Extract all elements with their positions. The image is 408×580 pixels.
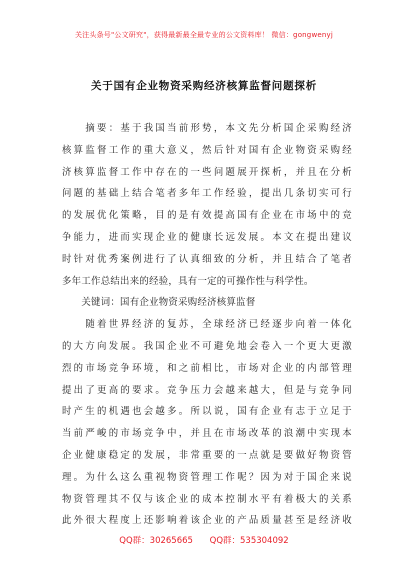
document-title: 关于国有企业物资采购经济核算监督问题探析 bbox=[91, 80, 317, 92]
body-line: 此外很大程度上还影响着该企业的产品质量甚至是经济收 bbox=[62, 515, 352, 527]
body-line: 当前严峻的市场竞争中，并且在市场改革的浪潮中实现本 bbox=[62, 428, 352, 440]
keywords-line: 关键词：国有企业物资采购经济核算监督 bbox=[62, 297, 256, 309]
abstract-line: 时针对优秀案例进行了认真细致的分析，并且结合了笔者 bbox=[62, 253, 352, 265]
body-line: 的大方向发展。我国企业不可避免地会卷入一个更大更激 bbox=[62, 340, 352, 352]
body-line: 理。为什么这么重视物资管理工作呢？因为对于国企来说 bbox=[62, 471, 352, 483]
document-body bbox=[62, 118, 352, 532]
body-line: 企业健康稳定的发展，非常重要的一点就是要做好物资管 bbox=[62, 449, 352, 461]
body-line: 物资管理其不仅与该企业的成本控制水平有着极大的关系 bbox=[62, 493, 352, 505]
promo-banner: 关注头条号"公文研究"，获得最新最全最专业的公文资料库！ 微信：gongwenyj bbox=[74, 31, 334, 39]
abstract-line: 摘要：基于我国当前形势，本文先分析国企采购经济 bbox=[62, 123, 352, 134]
body-line: 时产生的机遇也会越多。所以说，国有企业有志于立足于 bbox=[62, 406, 352, 418]
body-line: 提出了更高的要求。竞争压力会越来越大，但是与竞争同 bbox=[62, 384, 352, 396]
abstract-line: 的发展优化策略，目的是有效提高国有企业在市场中的竞 bbox=[62, 210, 352, 222]
abstract-line: 争能力，进而实现企业的健康长远发展。本文在提出建议 bbox=[62, 231, 352, 243]
body-line: 随着世界经济的复苏，全球经济已经逐步向着一体化 bbox=[62, 319, 352, 331]
abstract-line: 济核算监督工作中存在的一些问题展开探析，并且在分析 bbox=[62, 166, 352, 178]
qq-group-1: QQ群：30265665 bbox=[119, 536, 193, 546]
abstract-line: 问题的基础上结合笔者多年工作经验，提出几条切实可行 bbox=[62, 188, 352, 200]
abstract-line: 核算监督工作的重大意义，然后针对国有企业物资采购经 bbox=[62, 144, 352, 156]
qq-group-2: QQ群：535304092 bbox=[209, 536, 289, 546]
footer-qq-groups bbox=[0, 534, 408, 546]
abstract-line: 多年工作总结出来的经验，具有一定的可操作性与科学性。 bbox=[62, 275, 314, 287]
body-line: 烈的市场竞争环境，和之前相比，市场对企业的内部管理 bbox=[62, 362, 352, 374]
